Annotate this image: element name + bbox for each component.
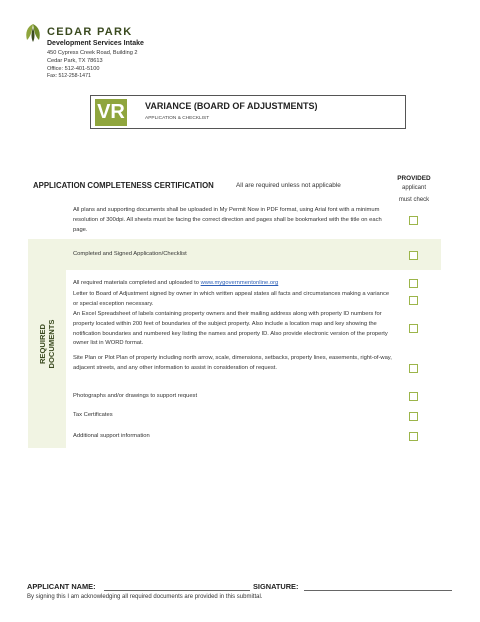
checklist-item-board-letter: Letter to Board of Adjustment signed by owner in which written appeal states all facts and circumstances making a variance or special exception necessary. bbox=[73, 291, 390, 307]
section-label-line-2: DOCUMENTS bbox=[47, 319, 56, 369]
section-label-line-1: REQUIRED bbox=[38, 323, 47, 365]
form-subtitle: APPLICATION & CHECKLIST bbox=[145, 116, 210, 121]
required-documents-label bbox=[36, 314, 58, 374]
checklist-item-upload-requirements: All plans and supporting documents shall be uploaded in My Permit Now in PDF format, using Arial font with a minimum resolution of 300dpi. All sheets must be facing the correct direction and pages shall be bookmarked with the title on each page. bbox=[73, 207, 382, 233]
address-line-1: 450 Cypress Creek Road, Building 2 bbox=[47, 50, 138, 56]
certification-heading: APPLICATION COMPLETENESS CERTIFICATION bbox=[33, 181, 214, 190]
checklist-item-materials-uploaded: All required materials completed and uploaded to www.mygovernmentonline.org bbox=[73, 280, 279, 286]
certification-note: All are required unless not applicable bbox=[236, 182, 341, 189]
form-title: VARIANCE (BOARD OF ADJUSTMENTS) bbox=[145, 101, 318, 111]
checklist-item-additional-info: Additional support information bbox=[73, 433, 150, 439]
checkbox-site-plan[interactable] bbox=[409, 364, 418, 373]
applicant-name-label: APPLICANT NAME: bbox=[27, 582, 96, 591]
provided-subheader-applicant: applicant bbox=[401, 185, 427, 191]
fax-number: Fax: 512-258-1471 bbox=[47, 73, 91, 79]
checkbox-tax-certificates[interactable] bbox=[409, 412, 418, 421]
signature-field[interactable] bbox=[304, 590, 452, 591]
checkbox-owner-spreadsheet[interactable] bbox=[409, 324, 418, 333]
signature-label: SIGNATURE: bbox=[253, 582, 299, 591]
checkbox-signed-application[interactable] bbox=[409, 251, 418, 260]
checklist-item-owner-spreadsheet: An Excel Spreadsheet of labels containing property owners and their mailing address along with property ID numbers for property located within 200 feet of boundaries of the subject property. Also include a location map and key showing the notification boundaries and numbered key listing the names and property ID. Also provide electronic version of the property owner list in WORD format. bbox=[73, 311, 388, 347]
mygovernmentonline-link[interactable]: www.mygovernmentonline.org bbox=[200, 280, 279, 286]
checkbox-photographs[interactable] bbox=[409, 392, 418, 401]
brand-name: CEDAR PARK bbox=[47, 26, 133, 38]
checkbox-upload-requirements[interactable] bbox=[409, 216, 418, 225]
checkbox-materials-uploaded[interactable] bbox=[409, 279, 418, 288]
checklist-item-photographs: Photographs and/or drawings to support request bbox=[73, 393, 198, 399]
cedar-park-logo-icon bbox=[23, 23, 43, 43]
office-phone: Office: 512-401-5100 bbox=[47, 66, 100, 72]
applicant-name-field[interactable] bbox=[104, 590, 250, 591]
checkbox-additional-info[interactable] bbox=[409, 432, 418, 441]
acknowledgement-text: By signing this I am acknowledging all required documents are provided in this submittal. bbox=[27, 594, 263, 600]
address-line-2: Cedar Park, TX 78613 bbox=[47, 58, 103, 64]
checklist-item-signed-application: Completed and Signed Application/Checklist bbox=[73, 251, 187, 257]
checklist-item-tax-certificates: Tax Certificates bbox=[73, 412, 113, 418]
checkbox-board-letter[interactable] bbox=[409, 296, 418, 305]
form-code-badge: VR bbox=[95, 99, 127, 126]
provided-column-header: PROVIDED bbox=[397, 175, 431, 182]
department-name: Development Services Intake bbox=[47, 40, 144, 47]
provided-subheader-must-check: must check bbox=[398, 197, 430, 203]
checklist-item-site-plan: Site Plan or Plot Plan of property including north arrow, scale, dimensions, setbacks, property lines, easements, right-of-way, adjacent streets, and any other information to assist in consideration of request. bbox=[73, 355, 392, 371]
